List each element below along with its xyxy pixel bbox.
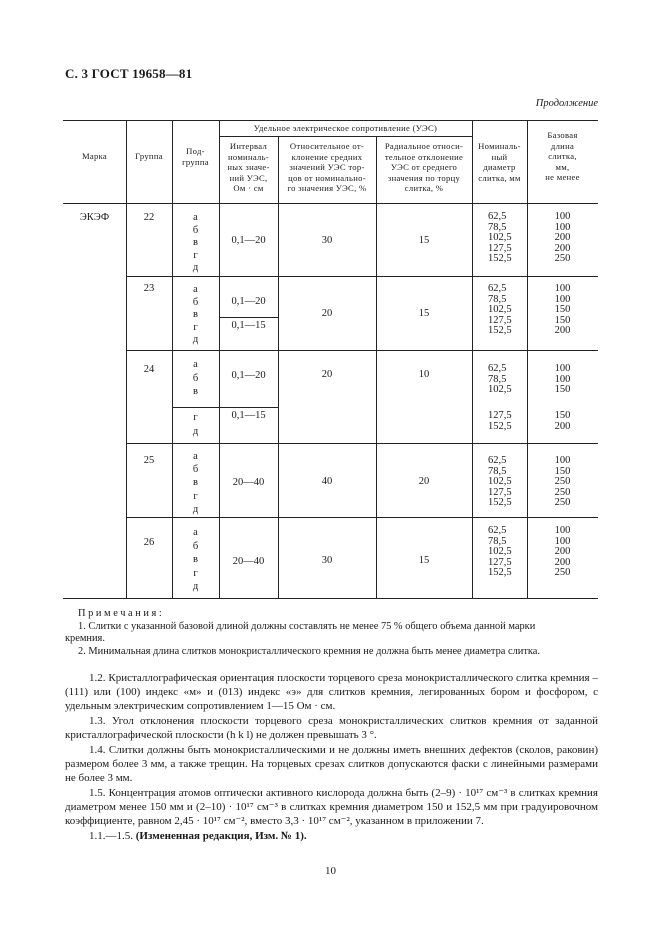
otnos-cell: 40 <box>321 476 333 487</box>
notes-heading: Примечания: <box>78 608 165 619</box>
col-header-podgruppa: Под- группа <box>182 146 209 167</box>
len-cell: 100 100 200 200 250 <box>554 525 571 579</box>
col-header-len: Базовая длина слитка, мм, не менее <box>545 130 580 182</box>
paragraph-1-4: 1.4. Слитки должны быть монокристаллическими и не должны иметь внешних дефектов (сколов, раковин) размером более 3 мм, а также трещин. На торцевых срезах слитков допускаются фаски с линейными размерами не более 3 мм. <box>65 744 598 785</box>
col-header-ues-group: Удельное электрическое сопротивление (УЭС) <box>253 123 438 133</box>
interval-cell: 0,1—20 <box>231 370 266 381</box>
len-cell: 100 100 200 200 250 <box>554 211 571 265</box>
col-rule <box>472 120 473 598</box>
col-header-diam: Номиналь- ный диаметр слитка, мм <box>478 141 521 183</box>
radial-cell: 15 <box>418 555 430 566</box>
radial-cell: 10 <box>418 369 430 380</box>
note-1-line-1: 1. Слитки с указанной базовой длиной должны составлять не менее 75 % общего объема данной марки <box>78 620 536 632</box>
paragraph-edit-note: 1.1.—1.5. (Измененная редакция, Изм. № 1). <box>89 830 307 842</box>
marka-value: ЭКЭФ <box>79 212 110 223</box>
podgruppa-cell: а б в г д <box>192 527 199 593</box>
col-rule <box>376 136 377 598</box>
diam-cell: 127,5 152,5 <box>488 410 512 432</box>
col-header-radial: Радиальное относи- тельное отклонение УЭС от среднего значения по торцу слитка, % <box>384 141 464 193</box>
interval-cell: 0,1—15 <box>231 410 266 421</box>
col-header-otnos: Относительное от- клонение средних значений УЭС тор- цов от номинально- го значения УЭС, % <box>287 141 367 193</box>
interval-cell: 0,1—20 <box>231 296 266 307</box>
interval-cell: 0,1—15 <box>231 320 266 331</box>
table-top-rule <box>63 120 598 121</box>
note-1-line-2: кремния. <box>65 633 105 644</box>
paragraph-1-3: 1.3. Угол отклонения плоскости торцевого среза монокристаллических слитков кремния от заданной кристаллографической плоскости (h k l) не должен превышать 3 °. <box>65 715 598 742</box>
podgruppa-cell: а б в г д <box>192 284 199 346</box>
diam-cell: 62,5 78,5 102,5 <box>488 363 512 396</box>
ues-group-rule <box>219 136 472 137</box>
page-header-title: С. 3 ГОСТ 19658—81 <box>65 66 193 81</box>
col-header-interval: Интервал номиналь- ных значе- ний УЭС, Ом · см <box>227 141 270 193</box>
radial-cell: 15 <box>418 308 430 319</box>
note-2: 2. Минимальная длина слитков монокристаллического кремния не должна быть менее диаметра слитка. <box>78 645 540 657</box>
gruppa-cell: 24 <box>143 364 155 375</box>
gruppa-cell: 26 <box>143 537 155 548</box>
col-header-marka: Марка <box>81 151 108 161</box>
len-cell: 150 200 <box>554 410 571 432</box>
paragraph-1-5: 1.5. Концентрация атомов оптически активного кислорода должна быть (2–9) · 10¹⁷ см⁻³ в слитках кремния диаметром менее 150 мм и (2–10) · 10¹⁷ см⁻³ в слитках кремния диаметром 150 и 152,5 мм при градуировочном коэффициенте, равном 2,45 · 10¹⁷ см⁻², вместо 3,3 · 10¹⁷ см⁻², указанном в приложении 7. <box>65 787 598 828</box>
podgruppa-cell: а б в г д <box>192 212 199 274</box>
len-cell: 100 150 250 250 250 <box>554 455 571 509</box>
header-bottom-rule <box>63 203 598 204</box>
col-rule <box>126 120 127 598</box>
podgruppa-cell: а б в г д <box>192 451 199 515</box>
podgruppa-cell: а б в <box>192 359 199 397</box>
len-cell: 100 100 150 150 200 <box>554 283 571 337</box>
col-header-gruppa: Группа <box>135 151 163 161</box>
gruppa-cell: 25 <box>143 455 155 466</box>
interval-cell: 0,1—20 <box>231 235 266 246</box>
continuation-label: Продолжение <box>535 98 598 109</box>
diam-cell: 62,5 78,5 102,5 127,5 152,5 <box>488 525 512 579</box>
interval-cell: 20—40 <box>232 477 265 488</box>
len-cell: 100 100 150 <box>554 363 571 396</box>
podgruppa-cell: г д <box>192 412 199 437</box>
radial-cell: 15 <box>418 235 430 246</box>
gruppa-cell: 22 <box>143 212 155 223</box>
table-notes <box>65 608 598 658</box>
col-rule <box>278 136 279 598</box>
table-bottom-rule <box>63 598 598 599</box>
interval-cell: 20—40 <box>232 556 265 567</box>
otnos-cell: 30 <box>321 235 333 246</box>
page-number: 10 <box>325 865 336 877</box>
diam-cell: 62,5 78,5 102,5 127,5 152,5 <box>488 211 512 265</box>
subgroup-rule <box>172 407 278 408</box>
gruppa-cell: 23 <box>143 283 155 294</box>
radial-cell: 20 <box>418 476 430 487</box>
paragraph-1-2: 1.2. Кристаллографическая ориентация плоскости торцевого среза монокристаллического слитка кремния – (111) или (100) индекс «м» и (013) индекс «э» для слитков кремния, легированных бором и фосфором, с удельным электрическим сопротивлением 1—15 Ом · см. <box>65 672 598 713</box>
otnos-cell: 20 <box>321 369 333 380</box>
diam-cell: 62,5 78,5 102,5 127,5 152,5 <box>488 283 512 337</box>
diam-cell: 62,5 78,5 102,5 127,5 152,5 <box>488 455 512 509</box>
subgroup-rule <box>219 317 278 318</box>
otnos-cell: 20 <box>321 308 333 319</box>
otnos-cell: 30 <box>321 555 333 566</box>
